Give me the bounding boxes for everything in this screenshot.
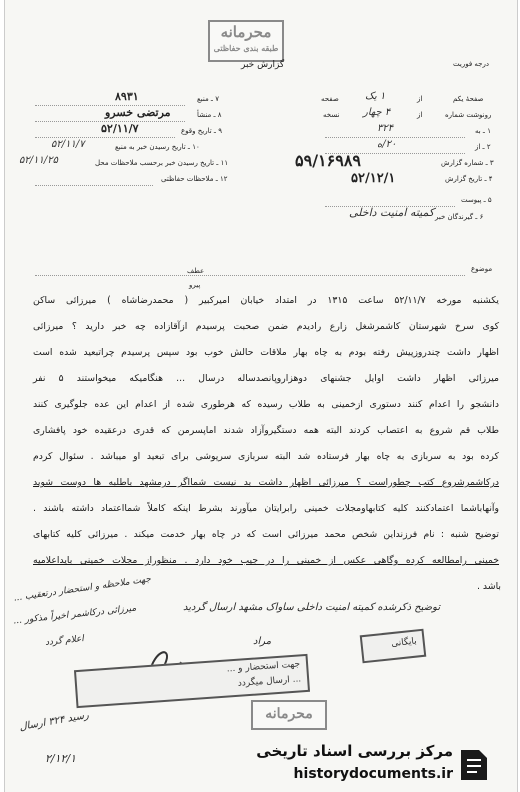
- field-event-date-label: ۹ ـ تاریخ وقوع: [181, 127, 222, 135]
- field-page-of: از: [417, 95, 423, 103]
- archive-logo-icon: [457, 746, 491, 784]
- field-received-local-value: ۵۲/۱۱/۲۵: [19, 155, 58, 166]
- handwritten-note-main: توضیح ذکرشده کمیته امنیت داخلی ساواک مشهد ارسال گردید: [183, 602, 441, 613]
- handwritten-note-side-3: اعلام گردد: [44, 633, 85, 649]
- field-copy-total: ۴ چهار: [363, 107, 391, 118]
- field-received-local-label: ۱۱ ـ تاریخ رسیدن خبر برحسب ملاحظات محل: [95, 159, 229, 167]
- archive-stamp: [360, 629, 427, 664]
- body-line-8: درکاشمرشروع کتب چطوراست ؟ میرزائی اظهار داشت بد نیست شمااگر درمشهد باطلبه ها دوست شوید: [33, 477, 499, 488]
- handwritten-note-date: ۲/۱۲/۱: [45, 752, 77, 765]
- watermark-url: historydocuments.ir: [293, 766, 453, 782]
- field-report-date-value: ۵۲/۱۲/۱: [351, 171, 396, 186]
- field-origin-label: ۸ ـ منشأ: [197, 111, 222, 119]
- handwritten-note-signature: مراد: [253, 636, 272, 647]
- field-to-value: ۳۲۴: [377, 123, 394, 134]
- field-report-number-value: ۵۹/۱۶۹۸۹: [295, 151, 361, 170]
- body-line-12: باشد .: [476, 581, 501, 592]
- reference-peyro-label: پیرو: [189, 281, 201, 289]
- field-page-total: ۱ یک: [365, 91, 386, 102]
- form-title: گزارش خبر: [241, 60, 285, 70]
- body-line-10: توضیح شنبه : نام فرزنداین شخص محمد میرزائی است که در چاه بهار خدمت میکند . میرزائی کلیه کتابهای: [33, 529, 499, 540]
- handwritten-note-side-1: جهت ملاحظه و استحضار درتعقیب ...: [12, 574, 152, 604]
- field-page-unit: صفحه: [321, 95, 339, 103]
- field-recipients-label: ۶ ـ گیرندگان خبر: [435, 213, 484, 221]
- body-line-7: کرده بود به سربازی به چاه بهار فرستاده شد البته سربازی سرپوشی برای تبعید او میباشد . سئوال کردم: [33, 451, 499, 462]
- field-copy-label: رونوشت شماره: [445, 111, 492, 119]
- field-from-label: ۲ ـ از: [475, 143, 491, 151]
- field-attachment-label: ۵ ـ پیوست: [461, 196, 492, 204]
- document-page: [4, 0, 518, 792]
- classification-stamp-bottom: محرمانه: [251, 700, 327, 730]
- watermark-persian: مرکز بررسی اسناد تاریخی: [256, 742, 453, 760]
- subject-line: [35, 275, 465, 276]
- dotted-line: [35, 185, 153, 186]
- field-to-label: ۱ ـ به: [475, 127, 491, 135]
- field-report-date-label: ۴ ـ تاریخ گزارش: [445, 175, 493, 183]
- classification-stamp-caption: طبقه بندی حفاظتی: [213, 43, 279, 53]
- field-source-value: ۸۹۳۱: [115, 90, 139, 103]
- field-received-source-value: ۵۲/۱۱/۷: [51, 139, 85, 150]
- priority-label: درجه فوریت: [453, 60, 489, 68]
- reference-atf-label: عطف: [187, 267, 205, 275]
- body-line-3: اظهار داشت چندروزپیش رفته بودم به چاه بهار ملاقات حالش خوب بود سپس پرسیدم چراتبعید شده است: [33, 347, 499, 358]
- handwritten-note-received: رسید ۳۲۴ ارسال: [18, 709, 90, 734]
- subject-label: موضوع: [471, 265, 493, 273]
- field-event-date-value: ۵۲/۱۱/۷: [101, 122, 139, 135]
- body-line-4: میرزائی اظهار داشت اوایل جشنهای دوهزاروپانصدساله درسال ... هنگامیکه میخواستند ۵ نفر: [33, 373, 499, 384]
- dotted-line: [325, 137, 465, 138]
- field-from-value: ۲۰/ه: [377, 139, 397, 150]
- field-received-source-label: ۱۰ ـ تاریخ رسیدن خبر به منبع: [115, 143, 200, 151]
- field-source-label: ۷ ـ منبع: [197, 95, 219, 103]
- archive-stamp-text: بایگانی: [390, 636, 418, 650]
- body-line-1: یکشنبه مورخه ۵۲/۱۱/۷ ساعت ۱۳۱۵ در امتداد خیابان امیرکبیر ( محمدرضاشاه ) میرزائی ساکن: [33, 295, 499, 306]
- field-recipients-value: کمیته امنیت داخلی: [349, 206, 435, 219]
- field-copy-of: از: [417, 111, 423, 119]
- field-copy-unit: نسخه: [323, 111, 340, 119]
- field-page-label: صفحهٔ یکم: [453, 95, 484, 103]
- body-line-6: طلاب قم شروع به اعتصاب کردند البته همه دستگیروآزاد شدند اماپسرمن که قدری درعقیده خود پافشاری: [33, 425, 499, 436]
- field-security-notes-label: ۱۲ ـ ملاحظات حفاظتی: [161, 175, 228, 183]
- body-line-2: کوی سرخ شهرستان کاشمرشغل زارع رادیدم ضمن صحبت پرسیدم ازآقازاده چه خبر دارید ؟ میرزائی: [33, 321, 499, 332]
- field-origin-value: مرتضی خسرو: [105, 106, 171, 119]
- classification-stamp: [208, 20, 284, 62]
- body-line-5: دانشجو را اعدام کنند دستوری ازخمینی به طلاب رسیده که هرطوری شده از اعدام این عده جلوگیری کنند: [33, 399, 499, 410]
- archive-watermark: [256, 740, 491, 790]
- classification-stamp-text: محرمانه: [220, 23, 272, 41]
- send-stamp-line2: ... ارسال میگردد: [237, 674, 302, 689]
- field-report-number-label: ۳ ـ شماره گزارش: [441, 159, 494, 167]
- dotted-line: [35, 137, 175, 138]
- send-stamp-line1: جهت استحضار و ...: [226, 659, 301, 675]
- body-line-11: خمینی رامطالعه کرده وگاهی عکس از خمینی را در جیب خود دارد . منظوراز مجلات خمینی بایداعلامیه: [33, 555, 499, 566]
- body-line-9: وآنهاباشما اعتمادکنند کلیه کتابهاومجلات خمینی رابرایتان میآورند بشرط اینکه کاملاً شمااعتماد داشته باشند .: [33, 503, 499, 514]
- handwritten-note-side-2: میرزائی درکاشمر اخیراً مذکور ...: [12, 603, 137, 627]
